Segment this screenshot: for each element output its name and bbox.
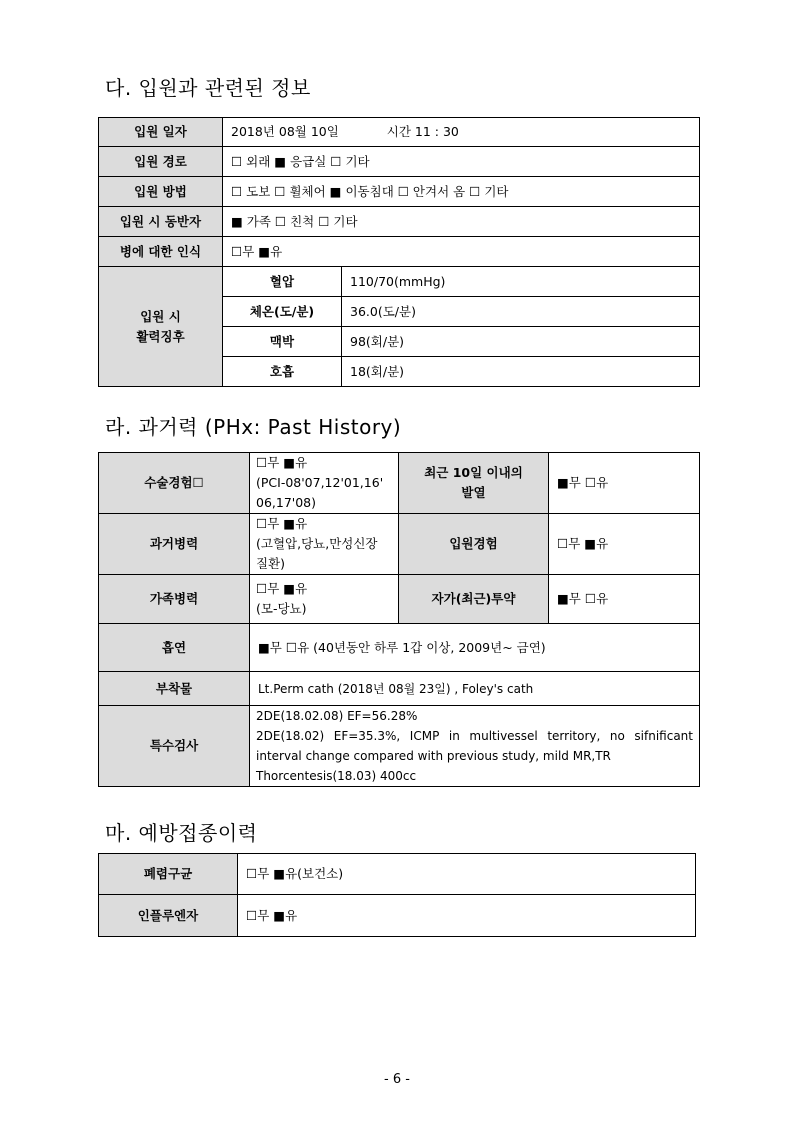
special-test-line2: 2DE(18.02) EF=35.3%, ICMP in multivessel territory, no sifnificant interval change compared with previous study, mild MR,TR — [256, 729, 693, 763]
admit-date-cell — [223, 118, 700, 147]
vital-resp-label: 호흡 — [223, 357, 342, 387]
smoking-label: 흡연 — [99, 624, 250, 672]
awareness-value: ☐무 ■유 — [223, 237, 700, 267]
companion-label: 입원 시 동반자 — [99, 207, 223, 237]
vitals-label-line2: 활력징후 — [136, 328, 185, 344]
special-test-label: 특수검사 — [99, 706, 250, 787]
admit-date-label: 입원 일자 — [99, 118, 223, 147]
admission-history-label: 입원경험 — [399, 514, 549, 575]
admit-method-value: ☐ 도보 ☐ 휠체어 ■ 이동침대 ☐ 안겨서 옴 ☐ 기타 — [223, 177, 700, 207]
surgery-value — [250, 453, 399, 514]
special-test-value — [250, 706, 700, 787]
family-history-line1: ☐무 ■유 — [256, 581, 308, 596]
surgery-value-line2: (PCI-08'07,12'01,16' — [256, 475, 384, 490]
vital-pulse-label: 맥박 — [223, 327, 342, 357]
section-title-past-history: 라. 과거력 (PHx: Past History) — [105, 415, 402, 439]
surgery-label: 수술경험☐ — [99, 453, 250, 514]
admit-date-value: 2018년 08월 10일 — [231, 124, 339, 139]
admission-info-table — [98, 117, 700, 387]
past-illness-line1: ☐무 ■유 — [256, 516, 308, 531]
special-test-line3: Thorcentesis(18.03) 400cc — [256, 769, 417, 783]
awareness-label: 병에 대한 인식 — [99, 237, 223, 267]
admit-method-label: 입원 방법 — [99, 177, 223, 207]
attachment-value: Lt.Perm cath (2018년 08월 23일) , Foley's cath — [250, 672, 700, 706]
vitals-label-line1: 입원 시 — [140, 308, 181, 324]
vital-temp-value: 36.0(도/분) — [342, 297, 700, 327]
family-history-label: 가족병력 — [99, 575, 250, 624]
past-illness-label: 과거병력 — [99, 514, 250, 575]
surgery-value-line1: ☐무 ■유 — [256, 455, 308, 470]
section-title-vaccination: 마. 예방접종이력 — [105, 821, 258, 845]
smoking-value: ■무 ☐유 (40년동안 하루 1갑 이상, 2009년~ 금연) — [250, 624, 700, 672]
past-illness-line3: 질환) — [256, 556, 286, 571]
vital-bp-value: 110/70(mmHg) — [342, 267, 700, 297]
vaccination-table — [98, 853, 696, 937]
past-history-table — [98, 452, 700, 787]
self-medication-label: 자가(최근)투약 — [399, 575, 549, 624]
influenza-label: 인플루엔자 — [99, 895, 238, 937]
page-number: - 6 - — [384, 1072, 410, 1087]
special-test-line1: 2DE(18.02.08) EF=56.28% — [256, 709, 418, 723]
vital-resp-value: 18(회/분) — [342, 357, 700, 387]
companion-value: ■ 가족 ☐ 친척 ☐ 기타 — [223, 207, 700, 237]
family-history-line2: (모-당뇨) — [256, 601, 307, 616]
vital-pulse-value: 98(회/분) — [342, 327, 700, 357]
vital-temp-label: 체온(도/분) — [223, 297, 342, 327]
fever-label — [399, 453, 549, 514]
fever-label-line2: 발열 — [461, 485, 486, 500]
self-medication-value: ■무 ☐유 — [549, 575, 700, 624]
surgery-value-line3: 06,17'08) — [256, 495, 317, 510]
family-history-value — [250, 575, 399, 624]
vital-bp-label: 혈압 — [223, 267, 342, 297]
fever-label-line1: 최근 10일 이내의 — [424, 465, 523, 480]
pneumococcus-value: ☐무 ■유(보건소) — [238, 854, 696, 895]
pneumococcus-label: 폐렴구균 — [99, 854, 238, 895]
vitals-label — [99, 267, 223, 387]
admission-history-value: ☐무 ■유 — [549, 514, 700, 575]
admit-time-value: 시간 11 : 30 — [386, 124, 459, 139]
admit-route-value: ☐ 외래 ■ 응급실 ☐ 기타 — [223, 147, 700, 177]
influenza-value: ☐무 ■유 — [238, 895, 696, 937]
section-title-admission-info: 다. 입원과 관련된 정보 — [105, 76, 311, 100]
past-illness-line2: (고혈압,당뇨,만성신장 — [256, 536, 378, 551]
fever-value: ■무 ☐유 — [549, 453, 700, 514]
admit-route-label: 입원 경로 — [99, 147, 223, 177]
attachment-label: 부착물 — [99, 672, 250, 706]
past-illness-value — [250, 514, 399, 575]
